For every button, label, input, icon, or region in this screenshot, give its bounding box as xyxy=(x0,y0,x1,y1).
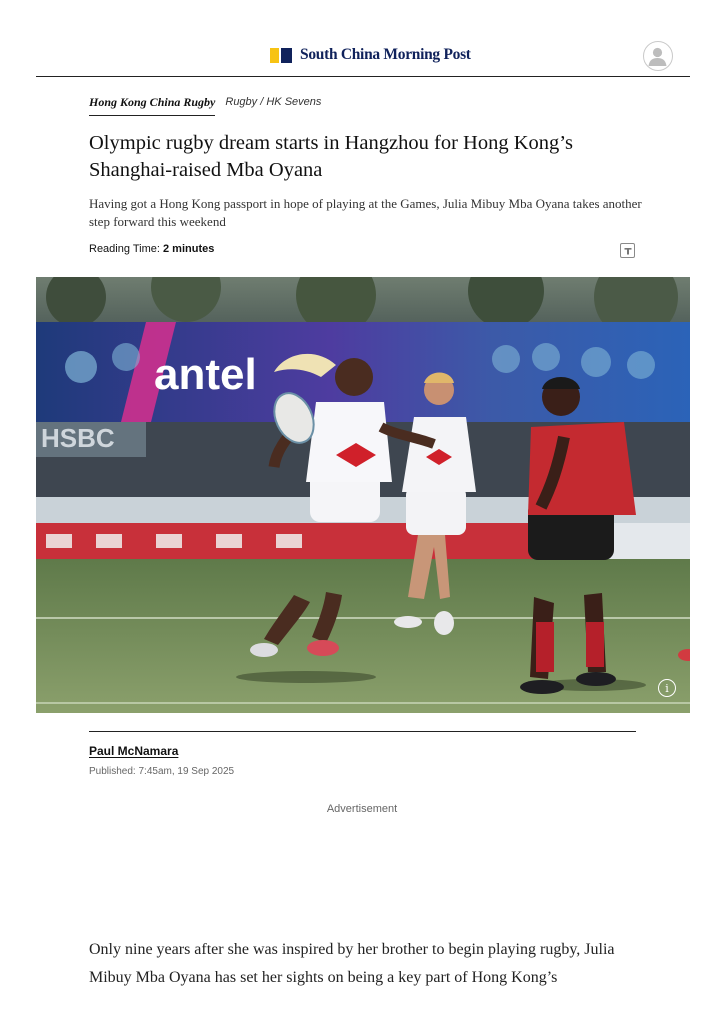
banner-text: antel xyxy=(154,350,257,399)
user-avatar-button[interactable] xyxy=(643,41,673,71)
text-size-icon xyxy=(623,246,633,256)
section-link-primary[interactable]: Hong Kong China Rugby xyxy=(89,95,215,116)
info-icon[interactable]: i xyxy=(658,679,676,697)
reading-time-value: 2 minutes xyxy=(163,243,215,255)
rugby-photo xyxy=(36,277,690,713)
hero-image[interactable] xyxy=(36,277,690,713)
author-link[interactable]: Paul McNamara xyxy=(89,744,179,758)
scmp-logo[interactable] xyxy=(270,46,471,64)
user-avatar-icon xyxy=(644,42,671,69)
published-date: Published: 7:45am, 19 Sep 2025 xyxy=(89,766,235,777)
section-link-rugby[interactable]: Rugby xyxy=(225,96,258,108)
logo-text: South China Morning Post xyxy=(300,46,471,63)
stand-board-text: HSBC xyxy=(41,423,115,453)
article-summary: Having got a Hong Kong passport in hope of playing at the Games, Julia Mibuy Mba Oyana takes another step forward this weekend xyxy=(89,196,642,229)
section-link-hk-sevens[interactable]: HK Sevens xyxy=(266,96,322,108)
reading-time-label: Reading Time: xyxy=(89,243,160,255)
logo-mark-icon xyxy=(270,48,292,63)
site-header xyxy=(36,0,690,77)
section-separator: / xyxy=(260,96,264,108)
article-body-lead: Only nine years after she was inspired by her brother to begin playing rugby, Julia Mibuy Mba Oyana has set her sights on being a key part of Hong Kong’s xyxy=(89,941,615,986)
section-breadcrumb xyxy=(89,95,321,116)
font-size-button[interactable] xyxy=(620,243,635,258)
reading-time xyxy=(89,243,214,255)
advertisement-label: Advertisement xyxy=(326,803,398,815)
byline-divider xyxy=(89,731,636,732)
section-sub-links xyxy=(225,96,321,108)
article-headline: Olympic rugby dream starts in Hangzhou for Hong Kong’s Shanghai-raised Mba Oyana xyxy=(89,132,573,181)
